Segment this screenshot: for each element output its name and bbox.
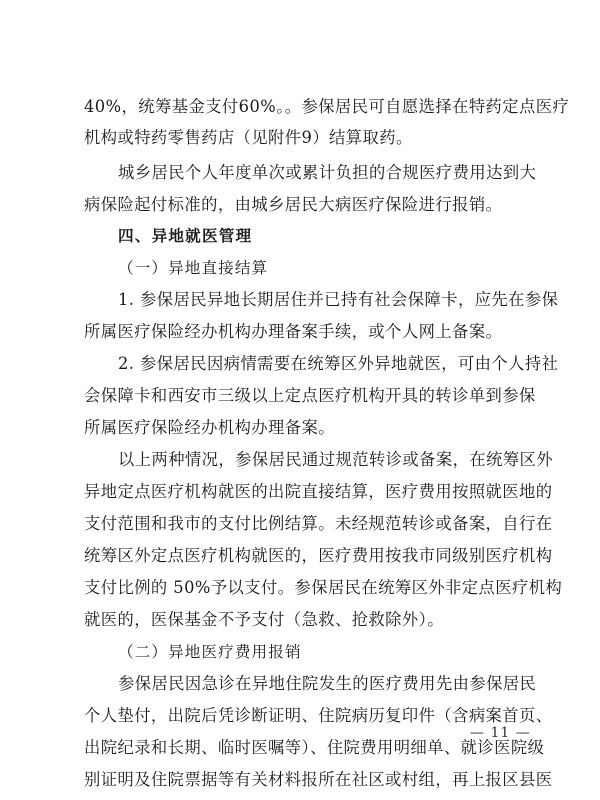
body-line: 异地定点医疗机构就医的出院直接结算，医疗费用按照就医地的: [84, 482, 553, 501]
body-line: 支付比例的 50%予以支付。参保居民在统筹区外非定点医疗机构: [84, 578, 563, 597]
body-line: 就医的，医保基金不予支付（急救、抢救除外）。: [84, 610, 444, 629]
body-line: 40%，统筹基金支付60%。。参保居民可自愿选择在特药定点医疗: [84, 97, 570, 116]
section-heading: 四、异地就医管理: [118, 227, 253, 245]
body-line: 病保险起付标准的，由城乡居民大病医疗保险进行报销。: [84, 195, 503, 214]
subsection-heading: （二）异地医疗费用报销: [118, 643, 302, 661]
body-line: 以上两种情况，参保居民通过规范转诊或备案，在统筹区外: [118, 450, 554, 469]
body-line: 别证明及住院票据等有关材料报所在社区或村组，再上报区县医: [84, 770, 553, 789]
body-line: 所属医疗保险经办机构办理备案。: [84, 418, 335, 437]
subsection-heading: （一）异地直接结算: [118, 259, 269, 277]
body-line: 1. 参保居民异地长期居住并已持有社会保障卡，应先在参保: [118, 290, 559, 309]
body-line: 城乡居民个人年度单次或累计负担的合规医疗费用达到大: [118, 163, 537, 182]
body-line: 所属医疗保险经办机构办理备案手续，或个人网上备案。: [84, 322, 503, 341]
body-line: 个人垫付，出院后凭诊断证明、住院病历复印件（含病案首页、: [84, 706, 553, 725]
body-line: 支付范围和我市的支付比例结算。未经规范转诊或备案，自行在: [84, 514, 553, 533]
body-line: 2. 参保居民因病情需要在统筹区外异地就医，可由个人持社: [118, 354, 559, 373]
body-line: 机构或特药零售药店（见附件9）结算取药。: [84, 128, 413, 147]
body-line: 参保居民因急诊在异地住院发生的医疗费用先由参保居民: [118, 674, 537, 693]
body-line: 统筹区外定点医疗机构就医的，医疗费用按我市同级别医疗机构: [84, 546, 553, 565]
body-line: 会保障卡和西安市三级以上定点医疗机构开具的转诊单到参保: [84, 386, 536, 405]
body-line: 出院纪录和长期、临时医嘱等）、住院费用明细单、就诊医院级: [84, 738, 545, 757]
page-number: — 11 —: [470, 725, 531, 741]
